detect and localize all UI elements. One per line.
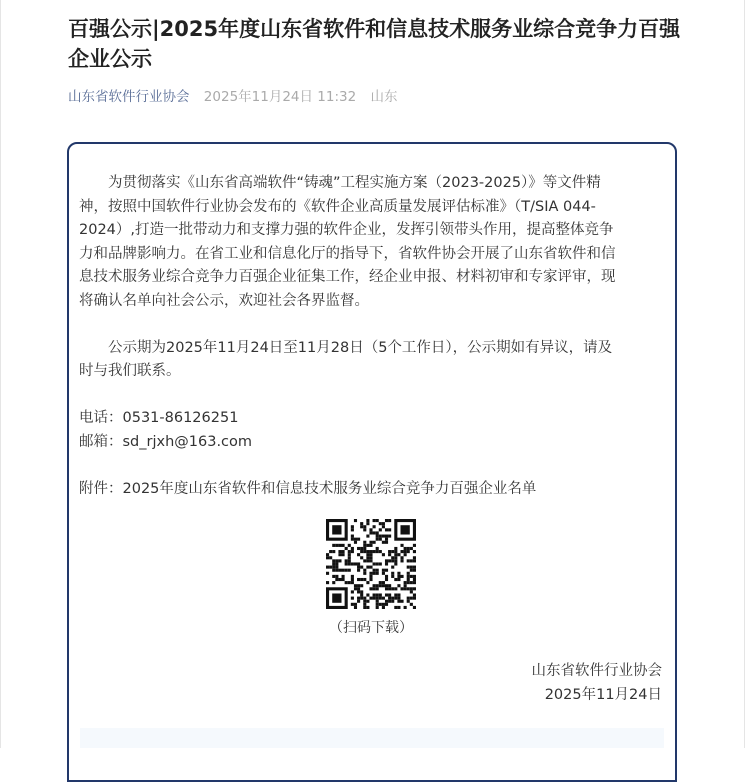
text-line: 时与我们联系。 [79,363,181,379]
qr-caption: （扫码下载） [329,620,413,636]
signature-block [532,660,663,707]
author-link[interactable]: 山东省软件行业协会 [68,89,190,105]
text-line: 息技术服务业综合竞争力百强企业征集工作，经企业申报、材料初审和专家评审，现 [79,269,616,285]
publish-date: 2025年11月24日 11:32 [203,89,357,105]
next-section-background [80,728,664,748]
text-line: 附件：2025年度山东省软件和信息技术服务业综合竞争力百强企业名单 [79,480,537,497]
signature-date: 2025年11月24日 [544,686,662,703]
left-edge [0,0,1,748]
paragraph [79,172,669,313]
article-meta [68,85,398,105]
text-line: 将确认名单向社会公示，欢迎社会各界监督。 [79,292,369,309]
paragraph [79,407,669,454]
article-body [79,172,669,525]
text-line: 神，按照中国软件行业协会发布的《软件企业高质量发展评估标准》（T/SIA 044- [79,198,596,215]
text-line: 电话：0531-86126251 [79,410,239,426]
text-line: 2024）,打造一批带动力和支撑力强的软件企业，发挥引领带头作用，提高整体竞争 [79,222,614,238]
text-line: 力和品牌影响力。在省工业和信息化厅的指导下，省软件协会开展了山东省软件和信 [79,245,616,262]
text-line: 公示期为2025年11月24日至11月28日（5个工作日），公示期如有异议，请及 [79,339,613,356]
qr-code[interactable] [326,519,416,609]
paragraph [79,337,669,384]
location: 山东 [370,89,398,105]
signature-org: 山东省软件行业协会 [531,663,662,679]
text-line: 为贯彻落实《山东省高端软件“铸魂”工程实施方案（2023-2025）》等文件精 [79,175,601,191]
article-title: 百强公示|2025年度山东省软件和信息技术服务业综合竞争力百强企业公示 [68,17,681,71]
text-line: 邮箱：sd_rjxh@163.com [79,433,253,450]
paragraph [79,478,669,502]
